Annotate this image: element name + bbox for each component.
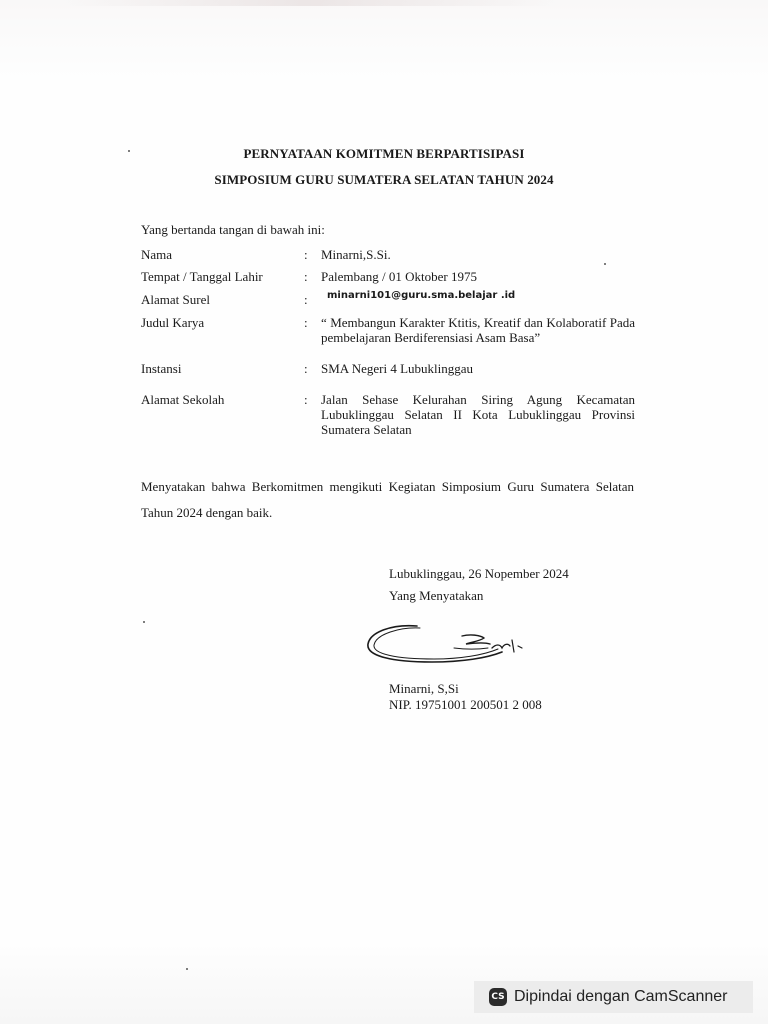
statement-paragraph: Menyatakan bahwa Berkomitmen mengikuti Kegiatan Simposium Guru Sumatera Selatan Tahun 2024 dengan baik. (141, 479, 634, 520)
field-colon: : (304, 292, 308, 307)
camscanner-logo-icon: CS (489, 988, 507, 1006)
document-title: PERNYATAAN KOMITMEN BERPARTISIPASI (243, 146, 525, 161)
signer-name: Minarni, S,Si (389, 681, 459, 696)
intro-text: Yang bertanda tangan di bawah ini: (141, 222, 325, 237)
field-colon: : (304, 269, 308, 284)
field-label: Nama (141, 247, 173, 262)
document-subtitle: SIMPOSIUM GURU SUMATERA SELATAN TAHUN 2024 (214, 172, 554, 187)
field-colon: : (304, 247, 308, 262)
scan-speck (604, 263, 606, 265)
field-label: Alamat Surel (141, 292, 210, 307)
field-label: Tempat / Tanggal Lahir (141, 269, 263, 284)
field-value: SMA Negeri 4 Lubuklinggau (321, 361, 474, 376)
handwritten-signature (362, 618, 532, 670)
field-value: Jalan Sehase Kelurahan Siring Agung Kecamatan Lubuklinggau Selatan II Kota Lubuklinggau Provinsi Sumatera Selatan (321, 392, 635, 437)
scan-edge-artifact (60, 0, 560, 6)
field-label: Instansi (141, 361, 182, 376)
place-date: Lubuklinggau, 26 Nopember 2024 (389, 566, 569, 581)
field-value: “ Membangun Karakter Ktitis, Kreatif dan Kolaboratif Pada pembelajaran Berdiferensiasi Asam Basa” (321, 315, 635, 345)
scan-speck (186, 968, 188, 970)
camscanner-watermark (474, 981, 753, 1013)
signer-role: Yang Menyatakan (389, 588, 484, 603)
scan-speck (143, 621, 145, 623)
scan-speck (128, 150, 130, 152)
camscanner-label: Dipindai dengan CamScanner (514, 988, 728, 1005)
signer-nip: NIP. 19751001 200501 2 008 (389, 697, 542, 712)
field-value-email: minarni101@guru.sma.belajar .id (327, 290, 516, 301)
field-value: Palembang / 01 Oktober 1975 (321, 269, 477, 284)
field-colon: : (304, 361, 308, 376)
field-label: Alamat Sekolah (141, 392, 225, 407)
field-colon: : (304, 392, 308, 407)
field-label: Judul Karya (141, 315, 205, 330)
field-value: Minarni,S.Si. (321, 247, 391, 262)
field-colon: : (304, 315, 308, 330)
